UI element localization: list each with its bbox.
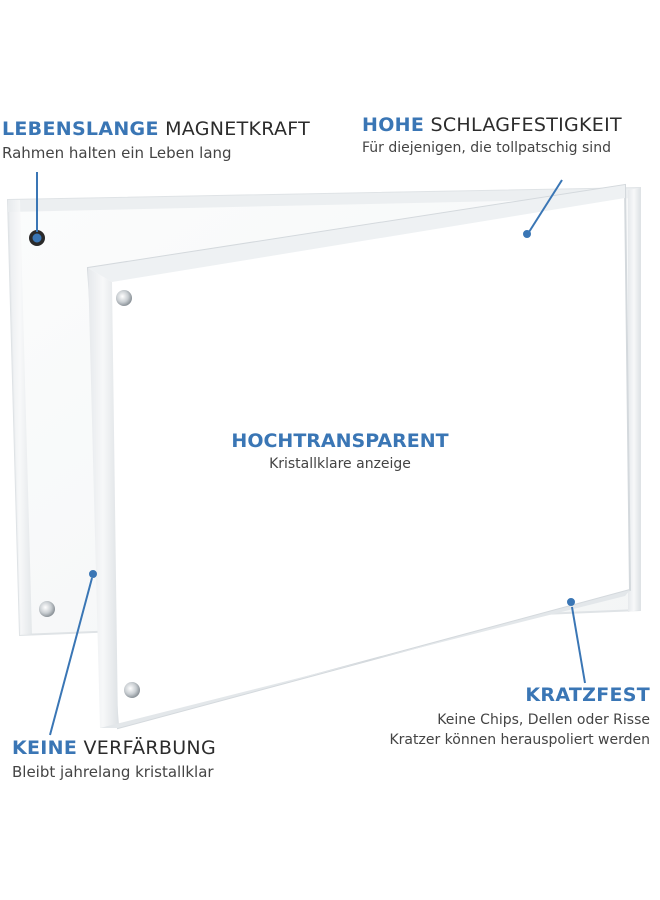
magnet-icon <box>124 682 140 698</box>
callout-heading <box>362 114 622 136</box>
callout-heading-rest: VERFÄRBUNG <box>77 737 216 759</box>
callout-heading-rest: MAGNETKRAFT <box>158 118 311 140</box>
callout-accent: KEINE <box>12 737 78 759</box>
callout-scratch-resistant <box>389 684 650 748</box>
callout-subtext: Keine Chips, Dellen oder Risse <box>437 712 650 728</box>
callout-heading <box>2 118 310 140</box>
callout-subtext: Kratzer können herauspoliert werden <box>389 732 650 748</box>
callout-high-transparency <box>200 430 480 472</box>
callout-accent: KRATZFEST <box>525 684 650 706</box>
callout-heading <box>12 737 216 759</box>
magnet-icon <box>39 601 55 617</box>
magnet-icon <box>116 290 132 306</box>
callout-no-discoloration <box>12 737 216 781</box>
callout-heading-rest: SCHLAGFESTIGKEIT <box>424 114 622 136</box>
callout-impact-resistance <box>362 114 622 156</box>
callout-heading: HOCHTRANSPARENT <box>231 430 449 452</box>
callout-accent: LEBENSLANGE <box>2 118 159 140</box>
callout-subtext: Bleibt jahrelang kristallklar <box>12 763 214 781</box>
callout-heading <box>389 684 650 706</box>
callout-accent: HOHE <box>362 114 425 136</box>
callout-subtext: Rahmen halten ein Leben lang <box>2 144 232 162</box>
callout-subtext: Kristallklare anzeige <box>269 456 411 472</box>
callout-lifetime-magnet <box>2 118 310 162</box>
callout-subtext: Für diejenigen, die tollpatschig sind <box>362 140 611 156</box>
